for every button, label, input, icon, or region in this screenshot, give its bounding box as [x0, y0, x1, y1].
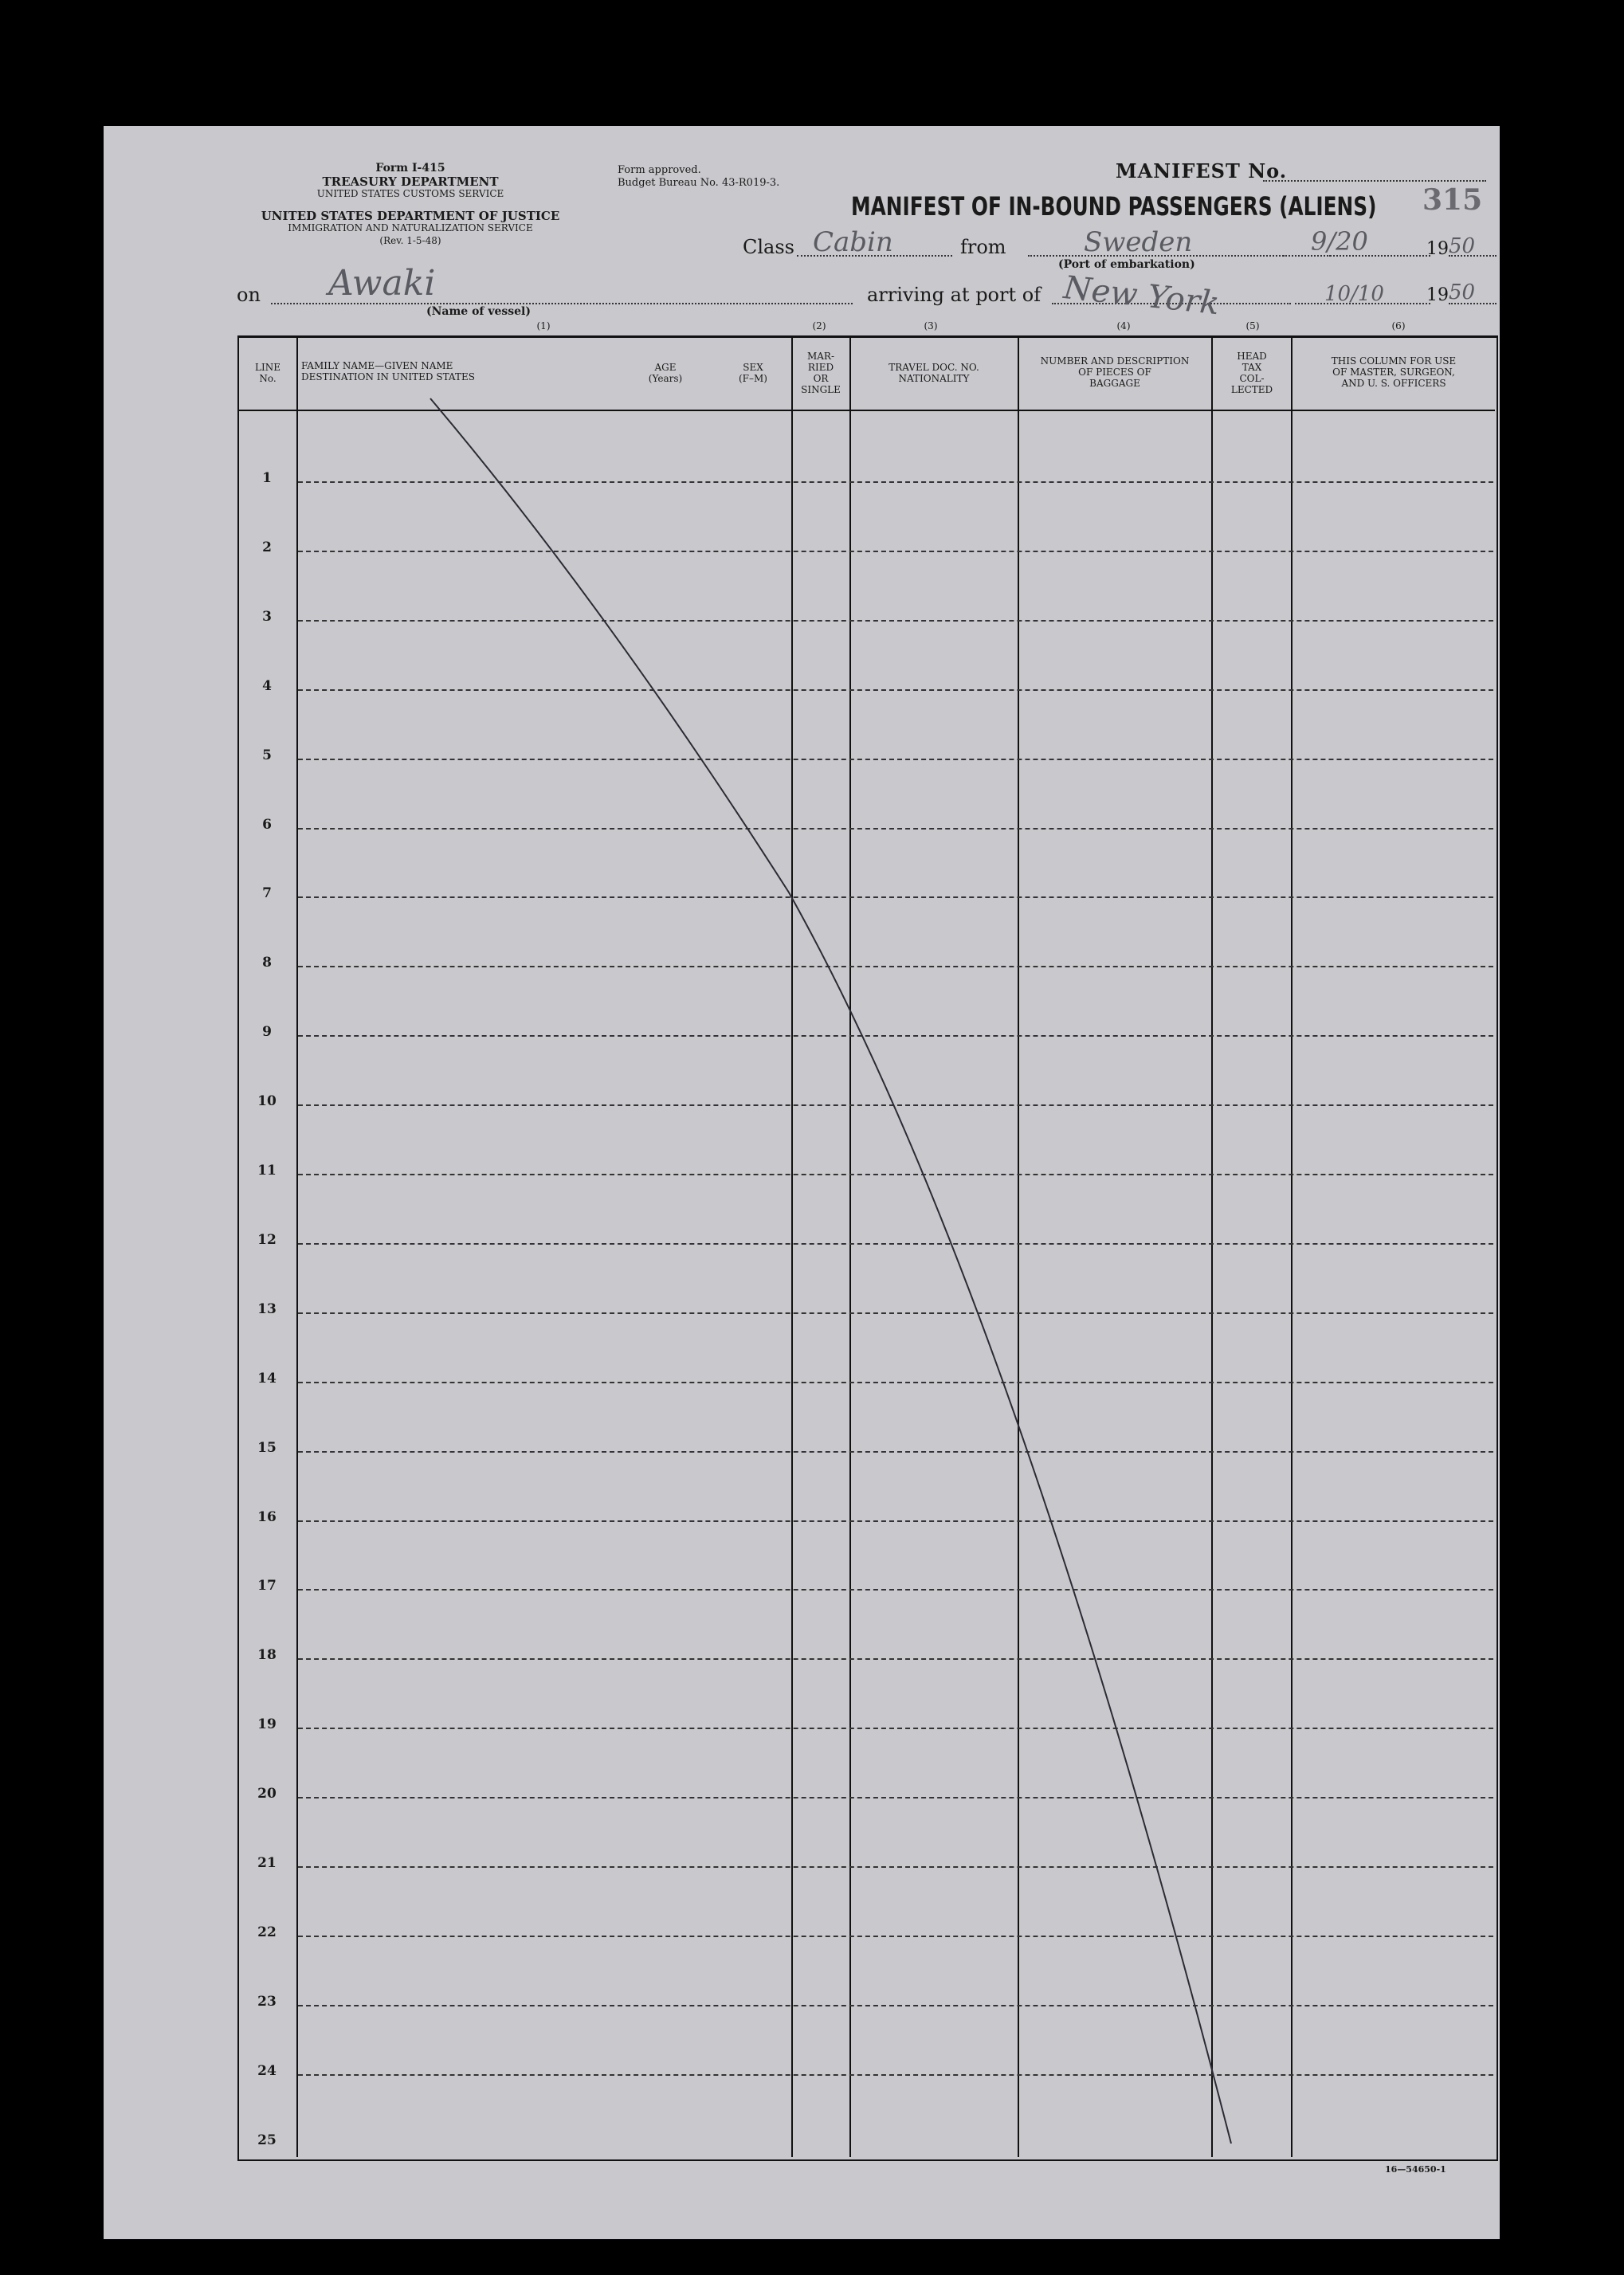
line-number: 6	[262, 817, 272, 833]
table-row	[298, 1658, 1493, 1660]
ins-service: IMMIGRATION AND NATURALIZATION SERVICE	[288, 222, 533, 233]
line-number: 11	[257, 1163, 277, 1179]
table-row	[298, 1728, 1493, 1729]
table-row	[298, 966, 1493, 967]
header-officers: THIS COLUMN FOR USE OF MASTER, SURGEON, AND U. S. OFFICERS	[1331, 355, 1457, 389]
manifest-title: MANIFEST OF IN-BOUND PASSENGERS (ALIENS)	[851, 191, 1377, 222]
table-row	[298, 1382, 1493, 1383]
header-married: MAR- RIED OR SINGLE	[801, 351, 841, 395]
col-number-5: (5)	[1245, 320, 1260, 331]
col-divider	[296, 337, 298, 2157]
line-number: 23	[257, 1994, 277, 2010]
col-divider	[1291, 337, 1293, 2157]
table-row	[298, 1312, 1493, 1314]
manifest-no-line	[1263, 180, 1486, 182]
line-number: 21	[257, 1855, 277, 1871]
class-value: Cabin	[813, 226, 893, 258]
arrival-year-prefix: 19	[1426, 285, 1449, 305]
line-number: 2	[262, 539, 272, 555]
table-row	[298, 481, 1493, 483]
line-number: 17	[257, 1578, 277, 1594]
header-sex: SEX (F–M)	[739, 362, 767, 384]
line-number: 5	[262, 747, 272, 763]
revision: (Rev. 1-5-48)	[379, 235, 441, 246]
line-number: 24	[257, 2063, 277, 2079]
line-number: 9	[262, 1024, 272, 1040]
from-label: from	[960, 236, 1006, 258]
line-number: 15	[257, 1440, 277, 1456]
table-row	[298, 1589, 1493, 1591]
line-number: 19	[257, 1716, 277, 1732]
port-embarkation-caption: (Port of embarkation)	[1058, 258, 1195, 271]
table-row	[298, 1451, 1493, 1453]
line-number: 20	[257, 1786, 277, 1802]
form-number: Form I-415	[375, 162, 445, 175]
class-label: Class	[743, 236, 794, 258]
line-number: 16	[257, 1509, 277, 1525]
col-number-4: (4)	[1116, 320, 1131, 331]
line-number: 25	[257, 2132, 277, 2148]
line-number: 7	[262, 885, 272, 901]
table-row	[298, 1936, 1493, 1937]
table-row	[298, 689, 1493, 691]
table-row	[298, 620, 1493, 622]
arriving-label: arriving at port of	[867, 284, 1041, 306]
arrival-date-line	[1295, 303, 1430, 304]
line-number: 1	[262, 470, 272, 486]
manifest-number: 315	[1422, 183, 1483, 217]
header-age: AGE (Years)	[648, 362, 683, 384]
col-number-1: (1)	[536, 320, 551, 331]
line-number: 4	[262, 678, 272, 694]
table-row	[298, 896, 1493, 898]
line-number: 14	[257, 1371, 277, 1387]
embark-date: 9/20	[1311, 226, 1368, 257]
passenger-table	[237, 335, 1498, 2161]
vessel-name: Awaki	[328, 263, 436, 304]
col-divider	[849, 337, 851, 2157]
arrival-date: 10/10	[1324, 282, 1384, 306]
customs-service: UNITED STATES CUSTOMS SERVICE	[316, 188, 504, 199]
justice-dept: UNITED STATES DEPARTMENT OF JUSTICE	[261, 209, 560, 223]
line-number: 12	[257, 1232, 277, 1248]
header-travel-doc: TRAVEL DOC. NO. NATIONALITY	[888, 362, 979, 384]
arrival-port: New York	[1061, 269, 1222, 323]
line-number: 22	[257, 1924, 277, 1940]
embark-year-prefix: 19	[1426, 239, 1449, 259]
table-row	[298, 551, 1493, 552]
treasury-dept: TREASURY DEPARTMENT	[322, 175, 499, 189]
table-row	[298, 1035, 1493, 1037]
table-row	[298, 1520, 1493, 1522]
embark-year: 50	[1449, 234, 1476, 258]
arrival-year: 50	[1449, 280, 1476, 304]
header-divider	[239, 410, 1495, 411]
arrival-year-line	[1449, 303, 1497, 304]
line-number: 10	[257, 1093, 277, 1109]
table-row	[298, 759, 1493, 760]
line-number: 8	[262, 955, 272, 971]
col-divider	[1211, 337, 1213, 2157]
embark-year-line	[1449, 255, 1497, 257]
col-number-2: (2)	[812, 320, 826, 331]
form-approved: Form approved.	[618, 164, 701, 176]
header-name: FAMILY NAME—GIVEN NAME DESTINATION IN UNITED STATES	[301, 360, 475, 382]
vessel-caption: (Name of vessel)	[426, 305, 531, 318]
col-divider	[1018, 337, 1019, 2157]
line-number: 3	[262, 609, 272, 625]
budget-bureau: Budget Bureau No. 43-R019-3.	[618, 177, 780, 189]
manifest-no-label: MANIFEST No.	[1116, 159, 1288, 182]
header-baggage: NUMBER AND DESCRIPTION OF PIECES OF BAGGAGE	[1040, 355, 1190, 389]
print-code: 16—54650-1	[1385, 2164, 1446, 2175]
table-row	[298, 1797, 1493, 1798]
col-number-6: (6)	[1391, 320, 1406, 331]
col-divider	[791, 337, 793, 2157]
line-number: 13	[257, 1301, 277, 1317]
table-row	[298, 1104, 1493, 1106]
table-row	[298, 828, 1493, 830]
embark-date-line	[1283, 255, 1430, 257]
table-row	[298, 1174, 1493, 1175]
table-row	[298, 2005, 1493, 2006]
header-head-tax: HEAD TAX COL- LECTED	[1230, 351, 1273, 395]
table-row	[298, 1866, 1493, 1868]
on-label: on	[237, 284, 261, 306]
from-value: Sweden	[1084, 226, 1193, 258]
header-line-no: LINE No.	[255, 362, 280, 384]
table-row	[298, 2074, 1493, 2076]
table-row	[298, 1243, 1493, 1245]
line-number: 18	[257, 1647, 277, 1663]
col-number-3: (3)	[924, 320, 938, 331]
